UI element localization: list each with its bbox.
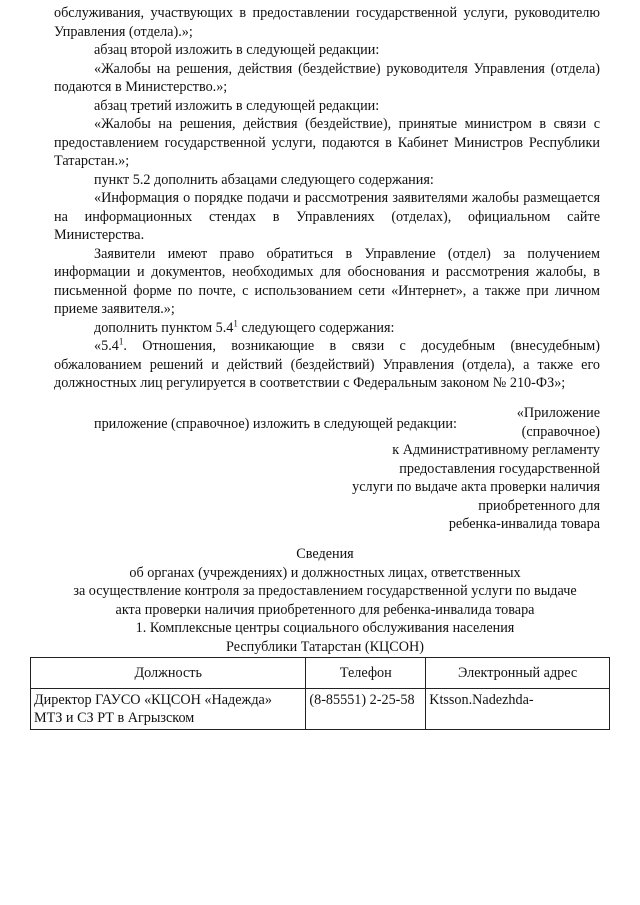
- table-cell: (8-85551) 2-25-58: [306, 689, 426, 730]
- table-row: [31, 689, 610, 730]
- info-line: 1. Комплексные центры социального обслуживания населения: [135, 620, 515, 636]
- paragraph: приложение (справочное) изложить в следующей редакции:: [94, 415, 457, 432]
- appendix-header: [352, 404, 600, 534]
- appendix-line: «Приложение: [516, 405, 600, 421]
- table-cell: Ktsson.Nadezhda-: [426, 689, 610, 730]
- info-title: Сведения: [296, 546, 354, 562]
- superscript: 1: [233, 317, 238, 328]
- paragraph: «Информация о порядке подачи и рассмотрения заявителями жалобы размещается на информационных стендах в Управлениях (отделах), официальном сайте Министерства.: [54, 190, 600, 243]
- info-line: акта проверки наличия приобретенного для ребенка-инвалида товара: [115, 601, 535, 618]
- info-line: за осуществление контроля за предоставлением государственной услуги по выдаче: [73, 583, 577, 599]
- column-header: Должность: [31, 658, 306, 689]
- column-header: Телефон: [306, 658, 426, 689]
- paragraph: Заявители имеют право обратиться в Управление (отдел) за получением информации и документов, необходимых для обоснования и рассмотрения жалобы, в письменной форме по почте, с использованием сети «Интернет», а также при личном приеме заявителя.»;: [54, 245, 600, 317]
- amendment-text: [54, 4, 600, 433]
- paragraph: абзац третий изложить в следующей редакции:: [94, 97, 380, 114]
- contacts-table: [30, 657, 610, 730]
- paragraph-part: «5.4: [94, 338, 119, 354]
- appendix-line: к Административному регламенту: [392, 442, 600, 458]
- paragraph-part: дополнить пунктом 5.4: [94, 319, 234, 336]
- table-cell: Директор ГАУСО «КЦСОН «Надежда» МТЗ и СЗ РТ в Агрызском: [31, 689, 306, 730]
- paragraph-part: . Отношения, возникающие в связи с досудебным (внесудебным) обжалованием решений и действий (бездействий) Управления (отдела), а также его должностных лиц регулируется в соответствии с Федеральным законом № 210-ФЗ»;: [54, 338, 600, 391]
- table-header-row: [31, 658, 610, 689]
- superscript: 1: [118, 336, 124, 347]
- appendix-line: приобретенного для: [478, 497, 600, 514]
- appendix-line: предоставления государственной: [399, 460, 600, 477]
- paragraph: абзац второй изложить в следующей редакции:: [94, 42, 380, 58]
- paragraph: [54, 319, 600, 338]
- paragraph: [54, 337, 600, 393]
- appendix-line: услуги по выдаче акта проверки наличия: [352, 479, 600, 495]
- column-header: Электронный адрес: [426, 658, 610, 689]
- info-line: Республики Татарстан (КЦСОН): [226, 638, 424, 655]
- info-heading: [40, 545, 610, 656]
- paragraph: пункт 5.2 дополнить абзацами следующего содержания:: [94, 171, 434, 188]
- info-line: об органах (учреждениях) и должностных лицах, ответственных: [129, 564, 521, 581]
- paragraph-part: следующего содержания:: [237, 319, 395, 336]
- appendix-line: (справочное): [521, 423, 600, 440]
- paragraph: «Жалобы на решения, действия (бездействие), принятые министром в связи с предоставлением государственной услуги, подаются в Кабинет Министров Республики Татарстан.»;: [54, 116, 600, 169]
- appendix-line: ребенка-инвалида товара: [448, 516, 600, 532]
- paragraph: «Жалобы на решения, действия (бездействие) руководителя Управления (отдела) подаются в Министерство.»;: [54, 60, 600, 95]
- paragraph: обслуживания, участвующих в предоставлении государственной услуги, руководителю Управления (отдела).»;: [54, 5, 600, 40]
